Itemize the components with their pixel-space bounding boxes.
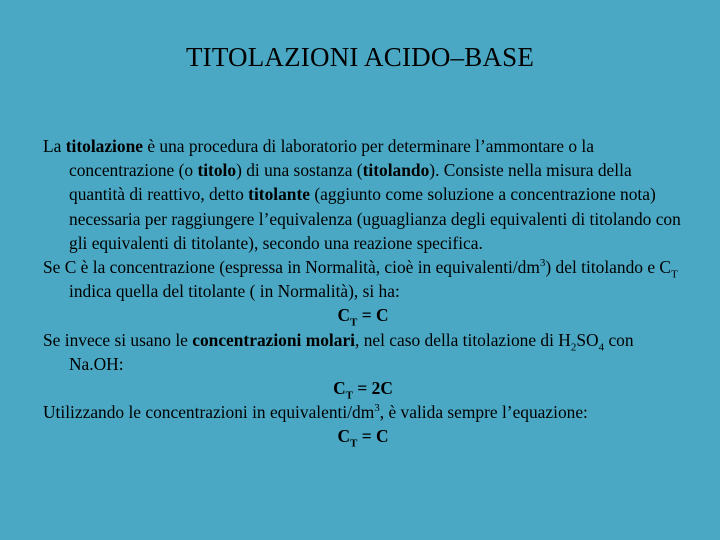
text: indica quella del titolante ( in Normalità), si ha:	[69, 281, 400, 302]
subscript: T	[671, 268, 678, 281]
superscript: 3	[539, 257, 546, 270]
subscript: 2	[570, 341, 577, 354]
text: ). Consiste nella misura della quantità di reattivo, detto	[69, 160, 632, 205]
term-concentrazioni-molari: concentrazioni molari	[192, 329, 355, 350]
term-titolazione: titolazione	[65, 136, 143, 156]
text: (aggiunto come soluzione a concentrazione nota) necessaria per raggiungere l’equivalenza (uguaglianza degli equivalenti di titolando con gli equivalenti di titolante), secondo una reazione specifica.	[69, 184, 681, 253]
equation-molar	[43, 376, 683, 400]
text: ) del titolando e C	[545, 257, 671, 278]
paragraph-molar	[43, 328, 683, 376]
eq-rest: = 2C	[353, 378, 393, 399]
eq-rest: = C	[357, 426, 389, 447]
text: ) di una sostanza (	[236, 160, 363, 181]
eq-symbol: C	[333, 378, 346, 399]
equation-normality	[43, 303, 683, 327]
paragraph-normality	[43, 255, 683, 303]
subscript: 4	[598, 341, 605, 354]
eq-subscript: T	[350, 316, 358, 329]
eq-symbol: C	[337, 426, 351, 447]
text: Se C è la concentrazione (espressa in Normalità, cioè in equivalenti/dm	[43, 257, 540, 278]
equation-equivalents	[43, 424, 683, 448]
text: , è valida sempre l’equazione:	[379, 402, 588, 423]
slide-title: TITOLAZIONI ACIDO–BASE	[185, 42, 535, 72]
text: con Na.OH:	[69, 329, 634, 374]
term-titolo: titolo	[197, 160, 237, 181]
text: SO	[576, 329, 599, 350]
text: Se invece si usano le	[43, 329, 193, 350]
eq-subscript: T	[345, 389, 354, 402]
superscript: 3	[374, 402, 380, 415]
text: , nel caso della titolazione di H	[355, 329, 571, 350]
text: La	[43, 136, 66, 156]
eq-rest: = C	[357, 305, 389, 326]
term-titolante: titolante	[248, 184, 310, 205]
paragraph-equivalents	[43, 400, 683, 424]
text: Utilizzando le concentrazioni in equivalenti/dm	[43, 402, 375, 423]
text: è una procedura di laboratorio per determinare l’ammontare o la concentrazione (o	[69, 136, 594, 181]
eq-subscript: T	[350, 437, 358, 450]
eq-symbol: C	[337, 305, 351, 326]
slide-body	[43, 134, 683, 449]
paragraph-definition	[43, 134, 683, 255]
term-titolando: titolando	[362, 160, 430, 181]
